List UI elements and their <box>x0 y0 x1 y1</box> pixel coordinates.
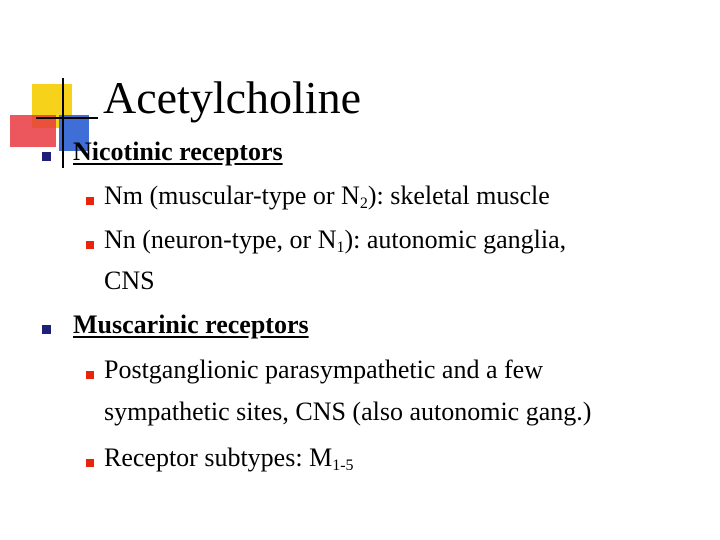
sub-bullet-square-icon <box>86 241 94 249</box>
sub-item-postganglionic: Postganglionic parasympathetic and a few <box>104 355 543 384</box>
sub-item-nn-continuation: CNS <box>104 266 155 295</box>
bullet-square-icon <box>42 152 51 161</box>
slide-title: Acetylcholine <box>103 72 362 123</box>
list-item-nicotinic: Nicotinic receptors <box>73 137 283 166</box>
sub-item-nm: Nm (muscular-type or $N_2$): skeletal muscle <box>104 181 550 212</box>
sub-item-nn: Nn (neuron-type, or $N_1$): autonomic ganglia, <box>104 225 567 256</box>
sub-bullet-square-icon <box>86 197 94 205</box>
sub-item-receptor-subtypes: Receptor subtypes: $M_{1-5}$ <box>104 443 354 474</box>
sub-item-postganglionic-continuation: sympathetic sites, CNS (also autonomic gang.) <box>104 397 592 426</box>
bullet-square-icon <box>42 325 51 334</box>
sub-bullet-square-icon <box>86 459 94 467</box>
list-item-muscarinic: Muscarinic receptors <box>73 310 309 339</box>
sub-bullet-square-icon <box>86 371 94 379</box>
